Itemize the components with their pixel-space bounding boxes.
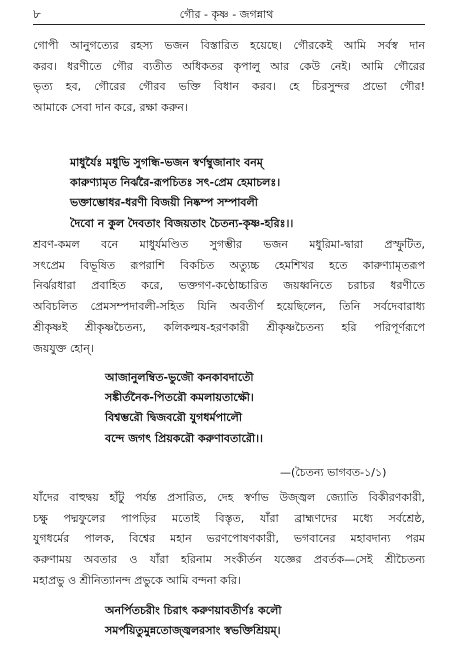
text-line: আমাকে সেবা দান করে, রক্ষা করুন।	[33, 101, 188, 115]
text-line: শ্রবণ-কমল বনে মাধুর্যমণ্ডিত সুগম্ভীর ভজন মধুরিমা-দ্বারা প্রস্ফুটিত,	[33, 238, 425, 251]
verse-line: অনর্পিতচরীং চিরাৎ করুণয়াবতীর্ণঃ কলৌ	[105, 604, 282, 617]
paragraph-3	[33, 488, 425, 592]
verse-line: বন্দে জগৎ প্রিয়করৌ করুণাবতারৌ।।	[105, 431, 263, 445]
text-line: করুণাময় অবতার ও যাঁরা হরিনাম সংকীর্তন যজ্ঞের প্রবর্তক—সেই শ্রীচৈতন্য	[33, 553, 425, 567]
verse-line: সমর্পয়িতুমুন্নতোজ্জ্বলরসাং স্বভক্তিশ্রিয়ম্।	[105, 624, 281, 638]
text-line: শ্রীকৃষ্ণই শ্রীকৃষ্ণচৈতন্য, কলিকল্মষ-হরণকারী শ্রীকৃষ্ণচৈতন্য হরি পরিপূর্ণরূপে	[33, 320, 425, 334]
paragraph-2	[33, 235, 425, 359]
text-line: করব। ধরণীতে গৌর ব্যতীত অধিকতর কৃপালু আর কেউ নেই। আমি গৌরের	[33, 59, 425, 73]
text-line: যুগধর্মের পালক, বিশ্বের মহান ভরণপোষণকারী, ভগবানের মহাবদান্য পরম	[33, 532, 425, 546]
text-line: গোপী আনুগত্যের রহস্য ভজন বিস্তারিত হয়েছে। গৌরকেই আমি সর্বস্ব দান	[33, 39, 425, 52]
running-title: গৌর - কৃষ্ণ - জগন্নাথ	[179, 8, 274, 21]
verse-line: বিশ্বম্ভরৌ দ্বিজবরৌ যুগধর্মপালৌ	[105, 411, 243, 425]
paragraph-1	[33, 36, 425, 119]
verse-line: সঙ্কীর্তনৈক-পিতরৌ কমলায়তাক্ষৌ।	[105, 391, 254, 405]
verse-line: ভক্তাম্ভোধর-ধরণী বিজয়ী নিষ্কম্প সম্পাবলী	[70, 196, 258, 210]
text-line: ভৃত্য হব, গৌরের গৌরব ভক্তি বিধান করব। হে চিরসুন্দর প্রভো গৌর!	[33, 80, 425, 94]
verse-source: —(চৈতন্য ভাগবত-১/১)	[280, 466, 387, 479]
text-line: জয়যুক্ত হোন্।	[33, 341, 94, 355]
text-line: চক্ষু পদ্মফুলের পাপড়ির মতোই বিস্তৃত, যাঁরা ব্রাহ্মণদের মধ্যে সর্বশ্রেষ্ঠ,	[33, 511, 425, 525]
verse-line: আজানুলম্বিত-ভুজৌ কনকাবদাতৌ	[105, 371, 254, 384]
page-number: ৮	[33, 7, 41, 21]
verse-line: কারুণ্যামৃত নির্ঝরৈ-রূপচিতঃ সৎ-প্রেম হেমাচলঃ।	[70, 176, 281, 190]
text-line: মহাপ্রভু ও শ্রীনিত্যানন্দ প্রভুকে আমি বন্দনা করি।	[33, 573, 241, 587]
header-divider	[33, 24, 425, 25]
verse-3	[105, 601, 281, 641]
text-line: সৎপ্রেম বিভূষিত রূপরাশি বিকচিত অত্যুচ্চ হেমশিখর হতে কারুণ্যামৃতরূপ	[33, 258, 425, 272]
text-line: অবিচলিত প্রেমসম্পদাবলী-সহিত যিনি অবতীর্ণ হয়েছিলেন, তিনি সর্বদেবারাধ্য	[33, 300, 425, 314]
verse-line: দৈবো ন কুল দৈবতাং বিজয়তাং চৈতন্য-কৃষ্ণ-হরিঃ।।	[70, 216, 294, 230]
text-line: যাঁদের বাহুদ্বয় হাঁটু পর্যন্ত প্রসারিত, দেহ স্বর্ণাভ উজ্জ্বল জ্যোতি বিকীরণকারী,	[33, 491, 425, 504]
text-line: নির্ঝরধারা প্রবাহিত করে, ভক্তগণ-কণ্ঠোচ্চারিত জয়ধ্বনিতে চরাচর ধরণীতে	[33, 279, 425, 293]
verse-line: মাধুর্যৈঃ মধুভি সুগন্ধি-ভজন স্বর্ণম্বুজানাং বনম্	[70, 156, 263, 169]
verse-1	[70, 153, 293, 234]
verse-2	[105, 368, 263, 449]
